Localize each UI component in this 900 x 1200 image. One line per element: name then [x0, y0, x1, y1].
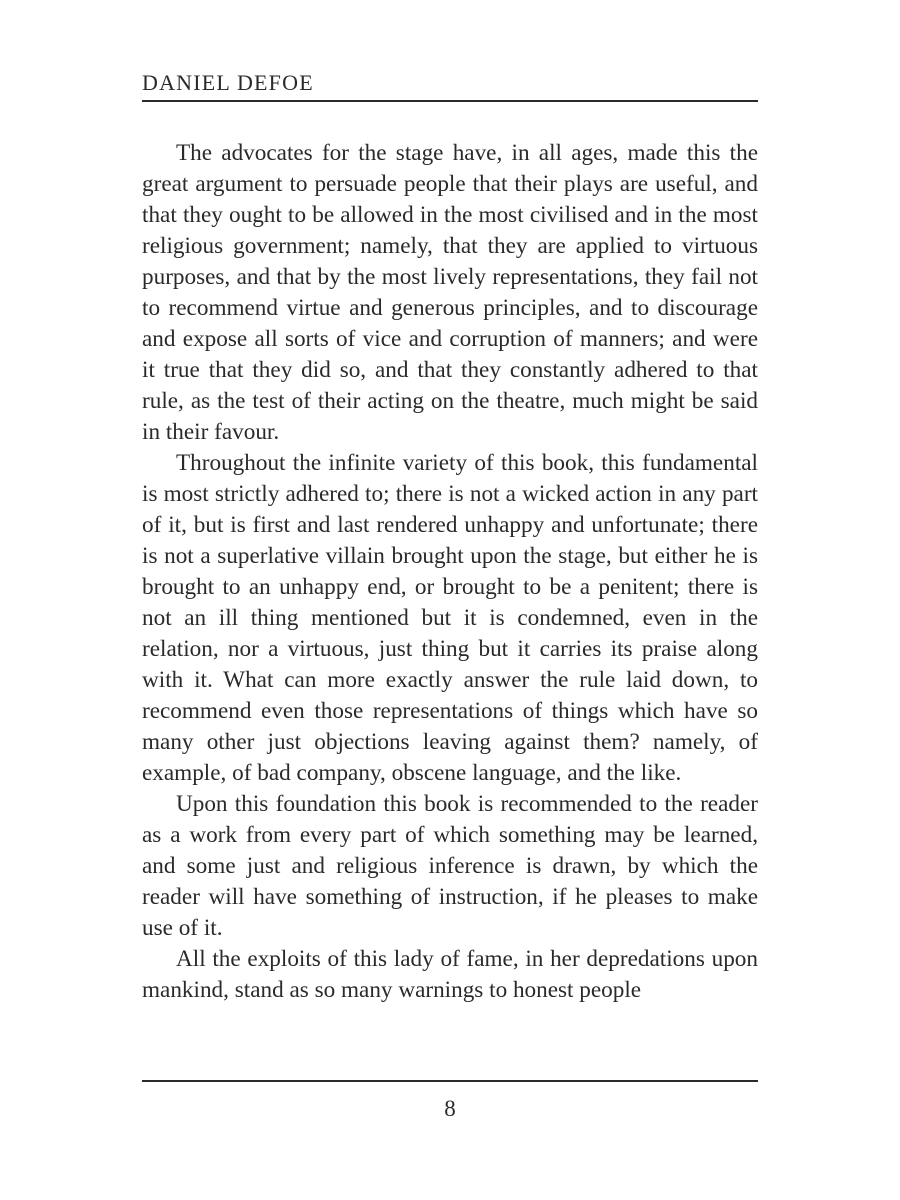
body-text [142, 138, 758, 1006]
page-number: 8 [444, 1096, 456, 1121]
header-rule [142, 100, 758, 102]
paragraph: Throughout the infinite variety of this book, this fundamental is most strictly adhered to; there is not a wicked action in any part of it, but is first and last rendered unhappy and unfortunate; there is not a superlative villain brought upon the stage, but either he is brought to an unhappy end, or brought to be a penitent; there is not an ill thing mentioned but it is condemned, even in the relation, nor a virtuous, just thing but it carries its praise along with it. What can more exactly answer the rule laid down, to recommend even those representations of things which have so many other just objections leaving against them? namely, of example, of bad company, obscene language, and the like. [142, 450, 758, 786]
paragraph: The advocates for the stage have, in all ages, made this the great argument to persuade people that their plays are useful, and that they ought to be allowed in the most civilised and in the most religious government; namely, that they are applied to virtuous purposes, and that by the most lively representations, they fail not to recommend virtue and generous principles, and to discourage and expose all sorts of vice and corruption of manners; and were it true that they did so, and that they constantly adhered to that rule, as the test of their acting on the theatre, much might be said in their favour. [142, 140, 758, 445]
paragraph: All the exploits of this lady of fame, in her depredations upon mankind, stand as so many warnings to honest people [142, 946, 758, 1003]
running-head: DANIEL DEFOE [142, 70, 314, 95]
paragraph: Upon this foundation this book is recommended to the reader as a work from every part of which something may be learned, and some just and religious inference is drawn, by which the reader will have something of instruction, if he pleases to make use of it. [142, 791, 758, 941]
footer-rule [142, 1080, 758, 1082]
